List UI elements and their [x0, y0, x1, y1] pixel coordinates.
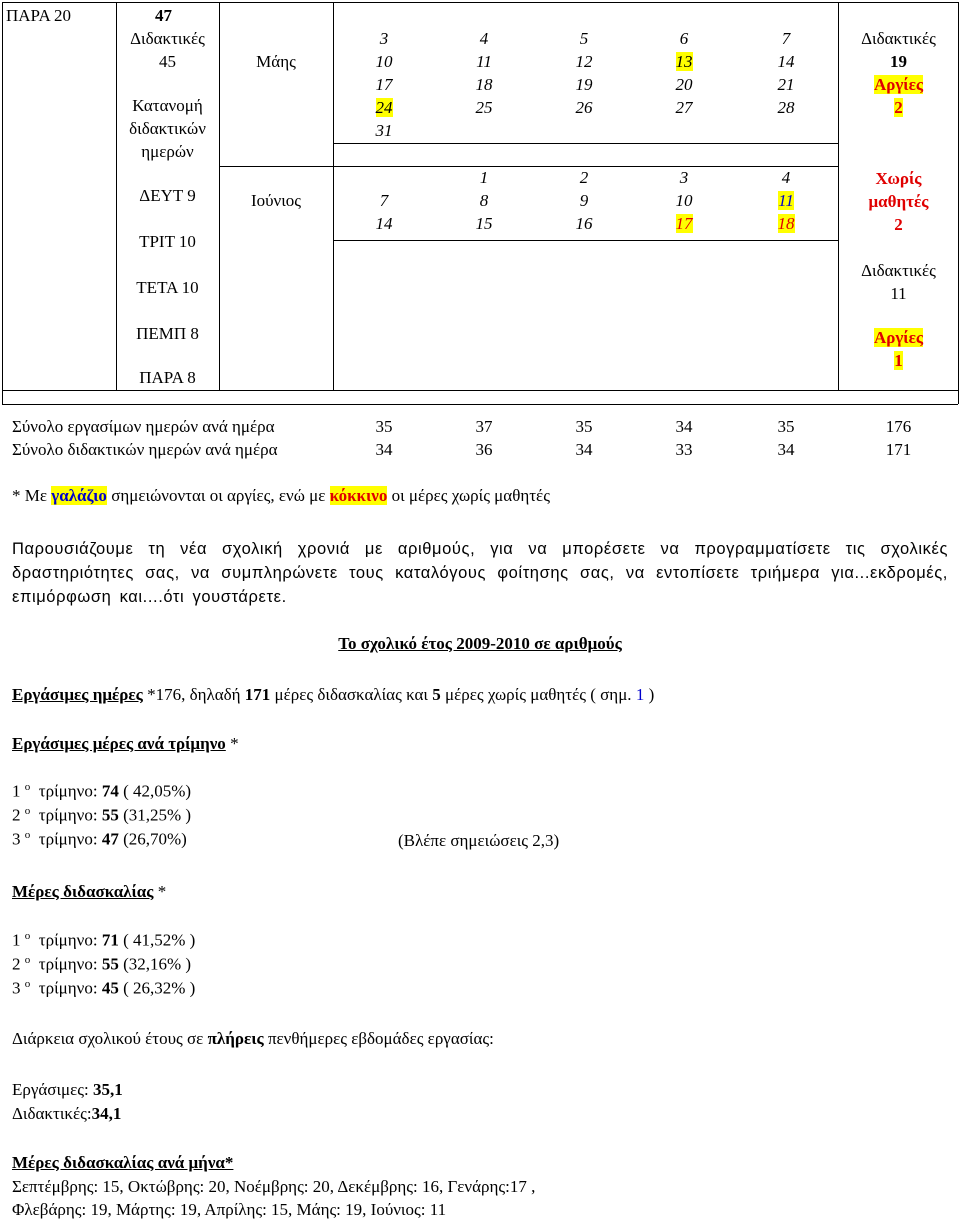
work-trimester-2	[12, 805, 191, 826]
row-divider-5	[2, 404, 958, 405]
june-day-highlight	[734, 214, 838, 234]
right-nostudents-1: Χωρίς	[875, 169, 922, 188]
day-fri: ΠΑΡΑ 8	[139, 368, 196, 387]
totals-teach-total: 171	[885, 440, 912, 459]
june-day: 3	[679, 168, 689, 187]
intro-paragraph: Παρουσιάζουμε τη νέα σχολική χρονιά με αριθμούς, για να μπορέσετε να προγραμματίσετε τις σχολικές δραστηριότητες σας, να συμπληρώνετε τους καταλόγους φοίτησης σας, να εντοπίσετε τριήμερα για...εκδρομές, επιμόρφωση και....ότι γουστάρετε.	[12, 540, 948, 606]
may-day: 6	[679, 29, 689, 48]
right-nostudents-2: μαθητές	[868, 192, 929, 211]
totals-work-label: Σύνολο εργασίμων ημερών ανά ημέρα	[12, 417, 275, 436]
workdays-text-1: *176, δηλαδή	[142, 685, 245, 704]
trimester-word: τρίμηνο:	[38, 829, 102, 849]
may-day: 18	[475, 75, 493, 94]
may-day-highlight	[634, 52, 734, 72]
day-tue: ΤΡΙΤ 10	[139, 232, 196, 251]
right-holidays-may: 2	[894, 98, 903, 117]
trimester-pct: ( 41,52% )	[118, 930, 196, 950]
weeks-teach	[12, 1104, 121, 1124]
duration-line	[12, 1029, 494, 1049]
work-trimester-3	[12, 829, 187, 850]
workdays-text-3: μέρες χωρίς μαθητές ( σημ.	[440, 685, 636, 704]
see-notes: (Βλέπε σημειώσεις 2,3)	[398, 831, 560, 850]
alloc-title-2: διδακτικών	[129, 119, 206, 138]
workdays-text-2: μέρες διδασκαλίας και	[270, 685, 433, 704]
duration-text-2: πενθήμερες εβδομάδες εργασίας:	[263, 1029, 494, 1048]
ordinal-sup: ο	[24, 829, 31, 841]
weeks-work	[12, 1080, 123, 1100]
may-day: 3	[379, 29, 389, 48]
workdays-note-ref: 1	[635, 685, 645, 704]
june-day-highlight	[634, 214, 734, 234]
june-day: 7	[379, 191, 389, 210]
teaching-title: Μέρες διδασκαλίας	[12, 882, 154, 901]
color-note	[12, 486, 550, 506]
trimester-num: 1	[12, 781, 21, 801]
june-11: 11	[778, 191, 794, 210]
note-blue-word: γαλάζιο	[51, 486, 107, 505]
row-divider-2	[333, 143, 838, 144]
per-trimester-star: *	[225, 734, 239, 753]
totals-work-value: 35	[777, 417, 795, 436]
june-day: 10	[675, 191, 693, 210]
weeks-work-label: Εργάσιμες:	[12, 1080, 93, 1099]
teaching-star: *	[153, 882, 167, 901]
trimester-pct: ( 42,05%)	[118, 781, 192, 801]
table-right-border	[958, 2, 959, 404]
per-trimester-heading	[12, 734, 239, 754]
ordinal-sup: ο	[24, 978, 31, 990]
workdays-line	[12, 685, 654, 705]
day-thu: ΠΕΜΠ 8	[136, 324, 199, 343]
trimester-pct: ( 26,32% )	[118, 978, 196, 998]
month-june: Ιούνιος	[250, 191, 302, 210]
trimester-pct: (32,16% )	[118, 954, 192, 974]
weeks-teach-val: 34,1	[91, 1104, 122, 1123]
june-18: 18	[777, 214, 795, 233]
june-day: 16	[575, 214, 593, 233]
alloc-title-3: ημερών	[141, 142, 194, 161]
workdays-text-4: )	[644, 685, 655, 704]
workdays-label: Εργάσιμες ημέρες	[12, 685, 143, 704]
duration-bold: πλήρεις	[207, 1029, 264, 1048]
trimester-val: 71	[101, 930, 119, 950]
may-day: 4	[479, 29, 489, 48]
weeks-teach-label: Διδακτικές:	[12, 1104, 92, 1123]
may-24: 24	[375, 98, 393, 117]
workdays-num-2: 5	[432, 685, 441, 704]
may-day: 26	[575, 98, 593, 117]
work-trimester-1	[12, 781, 191, 802]
may-day: 20	[675, 75, 693, 94]
may-day: 25	[475, 98, 493, 117]
may-day: 11	[476, 52, 492, 71]
ordinal-sup: ο	[24, 954, 31, 966]
june-day: 1	[479, 168, 489, 187]
june-17: 17	[675, 214, 693, 233]
may-day: 28	[777, 98, 795, 117]
may-day: 31	[375, 121, 393, 140]
trimester-word: τρίμηνο:	[38, 805, 102, 825]
totals-teach-value: 34	[777, 440, 795, 459]
trimester-val: 55	[101, 805, 119, 825]
per-trimester-title: Εργάσιμες μέρες ανά τρίμηνο	[12, 734, 226, 753]
day-wed: ΤΕΤΑ 10	[136, 278, 199, 297]
left-col-day: ΠΑΡΑ 20	[6, 6, 72, 25]
row-divider-3	[333, 240, 838, 241]
trimester-pct: (31,25% )	[118, 805, 192, 825]
may-day: 12	[575, 52, 593, 71]
right-nostudents-val: 2	[894, 215, 903, 234]
teach-trimester-2	[12, 954, 191, 975]
month-may: Μάης	[256, 52, 296, 71]
summary-count: 47	[155, 6, 172, 25]
note-red-word: κόκκινο	[329, 486, 388, 505]
may-day: 10	[375, 52, 393, 71]
trimester-num: 2	[12, 805, 21, 825]
totals-work-value: 37	[475, 417, 493, 436]
day-mon: ΔΕΥΤ 9	[139, 186, 196, 205]
ordinal-sup: ο	[24, 930, 31, 942]
note-middle: σημειώνονται οι αργίες, ενώ με	[106, 486, 330, 505]
totals-work-value: 35	[375, 417, 393, 436]
teach-trimester-3	[12, 978, 195, 999]
trimester-val: 45	[101, 978, 119, 998]
june-day: 2	[579, 168, 589, 187]
totals-teach-value: 34	[575, 440, 593, 459]
trimester-num: 3	[12, 978, 21, 998]
trimester-word: τρίμηνο:	[38, 781, 102, 801]
ordinal-sup: ο	[24, 805, 31, 817]
june-day-highlight	[734, 191, 838, 211]
trimester-val: 74	[101, 781, 119, 801]
june-day: 15	[475, 214, 493, 233]
may-day: 7	[781, 29, 791, 48]
june-day: 8	[479, 191, 489, 210]
may-day: 17	[375, 75, 393, 94]
trimester-word: τρίμηνο:	[38, 978, 102, 998]
right-teach-label: Διδακτικές	[861, 29, 936, 48]
june-day: 14	[375, 214, 393, 233]
right-holidays-label: Αργίες	[873, 75, 924, 94]
right-teach-may: 19	[890, 52, 907, 71]
totals-work-value: 34	[675, 417, 693, 436]
table-left-border	[2, 2, 3, 404]
june-day: 9	[579, 191, 589, 210]
totals-teach-label: Σύνολο διδακτικών ημερών ανά ημέρα	[12, 440, 278, 459]
trimester-word: τρίμηνο:	[38, 930, 102, 950]
may-day: 27	[675, 98, 693, 117]
may-day: 21	[777, 75, 795, 94]
trimester-pct: (26,70%)	[118, 829, 187, 849]
trimester-word: τρίμηνο:	[38, 954, 102, 974]
totals-work-total: 176	[885, 417, 912, 436]
row-divider-4	[2, 390, 958, 391]
table-top-border	[2, 2, 958, 3]
monthly-line-1: Σεπτέμβρης: 15, Οκτώβρης: 20, Νοέμβρης: 20, Δεκέμβρης: 16, Γενάρης:17 ,	[12, 1177, 536, 1196]
right-holidays-june-label: Αργίες	[873, 328, 924, 347]
totals-teach-value: 33	[675, 440, 693, 459]
workdays-num-1: 171	[244, 685, 271, 704]
note-prefix: * Με	[12, 486, 52, 505]
monthly-line-2: Φλεβάρης: 19, Μάρτης: 19, Απρίλης: 15, Μάης: 19, Ιούνιος: 11	[12, 1200, 447, 1219]
note-suffix: οι μέρες χωρίς μαθητές	[387, 486, 550, 505]
totals-work-value: 35	[575, 417, 593, 436]
right-teach-june: 11	[890, 284, 907, 303]
row-divider-1	[219, 166, 838, 167]
trimester-num: 1	[12, 930, 21, 950]
may-day-highlight	[334, 98, 434, 118]
trimester-val: 55	[101, 954, 119, 974]
trimester-num: 2	[12, 954, 21, 974]
weeks-work-val: 35,1	[92, 1080, 123, 1099]
june-day: 4	[781, 168, 791, 187]
may-day: 5	[579, 29, 589, 48]
right-teach-june-label: Διδακτικές	[861, 261, 936, 280]
teaching-heading	[12, 882, 166, 902]
may-13: 13	[675, 52, 693, 71]
monthly-title: Μέρες διδασκαλίας ανά μήνα*	[12, 1153, 234, 1172]
alloc-title-1: Κατανομή	[132, 96, 203, 115]
summary-num: 45	[159, 52, 176, 71]
right-holidays-june: 1	[894, 351, 903, 370]
may-day: 19	[575, 75, 593, 94]
trimester-val: 47	[101, 829, 119, 849]
may-day: 14	[777, 52, 795, 71]
totals-teach-value: 34	[375, 440, 393, 459]
teach-trimester-1	[12, 930, 195, 951]
section-heading: Το σχολικό έτος 2009-2010 σε αριθμούς	[338, 634, 622, 653]
totals-teach-value: 36	[475, 440, 493, 459]
duration-text-1: Διάρκεια σχολικού έτους σε	[12, 1029, 208, 1048]
summary-label: Διδακτικές	[130, 29, 205, 48]
ordinal-sup: ο	[24, 781, 31, 793]
trimester-num: 3	[12, 829, 21, 849]
